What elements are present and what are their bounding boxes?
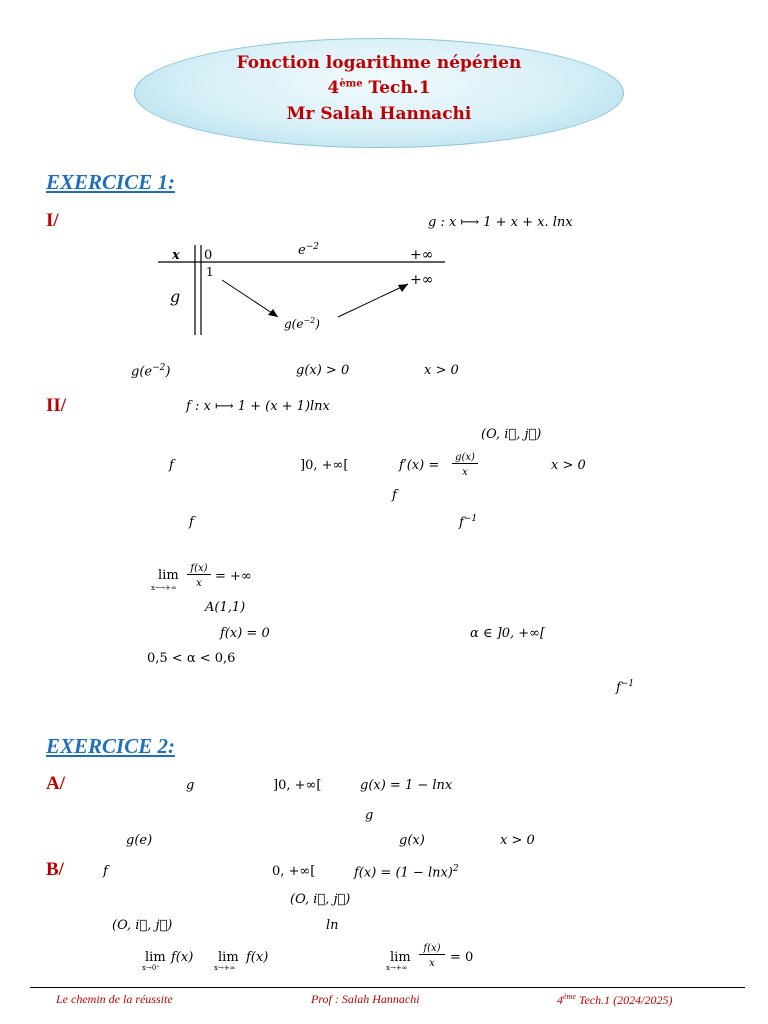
question-g-min: $g(e^{-2})$ xyxy=(131,363,171,380)
document-title: Fonction logarithme népérien xyxy=(236,53,522,73)
table-x-zero: 0 xyxy=(204,248,213,263)
frame-label: (O, i⃗, j⃗) xyxy=(481,427,542,442)
partB-f-definition: $f(x) = (1 - \ln x)^2$ xyxy=(354,864,459,881)
table-g-left: 1 xyxy=(206,265,214,279)
partB-frame-1: (O, i⃗, j⃗) xyxy=(290,892,351,907)
q1-derivative-denominator: x xyxy=(462,467,468,478)
footer-motto: Le chemin de la réussite xyxy=(56,992,173,1006)
q1-interval: ]0, +∞[ xyxy=(300,458,349,473)
limit-3-word: lim xyxy=(390,950,411,965)
limit-1-subscript: x→0⁺ xyxy=(142,964,160,972)
f-inverse-final: $f^{-1}$ xyxy=(616,679,635,696)
exercise-2-title: EXERCICE 2: xyxy=(46,734,175,758)
partB-interval: 0, +∞[ xyxy=(272,864,316,879)
alpha-domain: α ∈ ]0, +∞[ xyxy=(470,626,546,641)
limit-word: lim xyxy=(158,568,179,583)
limit-3-result: = 0 xyxy=(450,950,474,965)
partA-g-again: g xyxy=(365,808,374,823)
q2-f: f xyxy=(392,488,397,503)
q1-condition: x > 0 xyxy=(551,458,586,473)
limit-subscript: x⟶+∞ xyxy=(151,584,177,592)
limit-numerator: f(x) xyxy=(187,563,211,575)
limit-result: = +∞ xyxy=(215,569,252,584)
increasing-arrow xyxy=(338,284,408,317)
class-level: 4ème Tech.1 xyxy=(327,78,431,98)
table-g-right: +∞ xyxy=(410,272,434,288)
limit-3-denominator: x xyxy=(429,958,435,969)
partA-g-of-e: g(e) xyxy=(126,833,153,848)
footer-class: 4ème Tech.1 (2024/2025) xyxy=(557,992,673,1007)
q1-derivative-numerator: g(x) xyxy=(452,452,478,464)
question-g-positive: g(x) > 0 xyxy=(296,363,350,378)
partB-frame-2: (O, i⃗, j⃗) xyxy=(112,918,173,933)
partA-condition: x > 0 xyxy=(500,833,535,848)
partB-f: f xyxy=(103,864,108,879)
part-II-label: II/ xyxy=(46,395,67,416)
question-x-positive: x > 0 xyxy=(424,363,459,378)
q1-derivative-lhs: f′(x) = xyxy=(399,458,440,473)
part-I-label: I/ xyxy=(46,210,59,231)
q1-f: f xyxy=(169,458,174,473)
table-x-inf: +∞ xyxy=(410,247,434,263)
limit-3-numerator: f(x) xyxy=(419,943,445,955)
teacher-name: Mr Salah Hannachi xyxy=(286,104,472,124)
table-g-label: g xyxy=(170,287,181,306)
limit-2-expr: f(x) xyxy=(246,950,269,965)
variation-table xyxy=(150,240,450,340)
partA-g-of-x: g(x) xyxy=(399,833,425,848)
q3-f: f xyxy=(189,515,194,530)
limit-3-subscript: x→+∞ xyxy=(386,964,408,972)
table-g-min: $g(e^{-2})$ xyxy=(284,316,320,331)
limit-denominator: x xyxy=(196,578,202,589)
footer-teacher: Prof : Salah Hannachi xyxy=(311,992,420,1006)
footer-rule xyxy=(30,987,745,988)
part-A-label: A/ xyxy=(46,773,65,794)
limit-1-expr: f(x) xyxy=(171,950,194,965)
partA-g-definition: g(x) = 1 − lnx xyxy=(360,778,453,793)
limit-2-subscript: x→+∞ xyxy=(214,964,236,972)
part-B-label: B/ xyxy=(46,859,64,880)
partB-ln: ln xyxy=(326,918,339,933)
f-definition: f : x ⟼ 1 + (x + 1)lnx xyxy=(186,399,330,414)
point-A: A(1,1) xyxy=(205,600,246,615)
q3-f-inverse: $f^{-1}$ xyxy=(459,514,478,531)
partA-interval: ]0, +∞[ xyxy=(273,778,322,793)
limit-2-word: lim xyxy=(218,950,239,965)
limit-1-word: lim xyxy=(145,950,166,965)
alpha-bounds: 0,5 < α < 0,6 xyxy=(147,651,236,666)
partA-g: g xyxy=(186,778,195,793)
g-definition: g : x ⟼ 1 + x + x. lnx xyxy=(428,215,573,230)
table-x-mid: $e^{-2}$ xyxy=(298,242,319,258)
equation-f-zero: f(x) = 0 xyxy=(220,626,270,641)
table-x-label: x xyxy=(172,248,180,263)
exercise-1-title: EXERCICE 1: xyxy=(46,170,175,194)
decreasing-arrow xyxy=(222,280,278,317)
